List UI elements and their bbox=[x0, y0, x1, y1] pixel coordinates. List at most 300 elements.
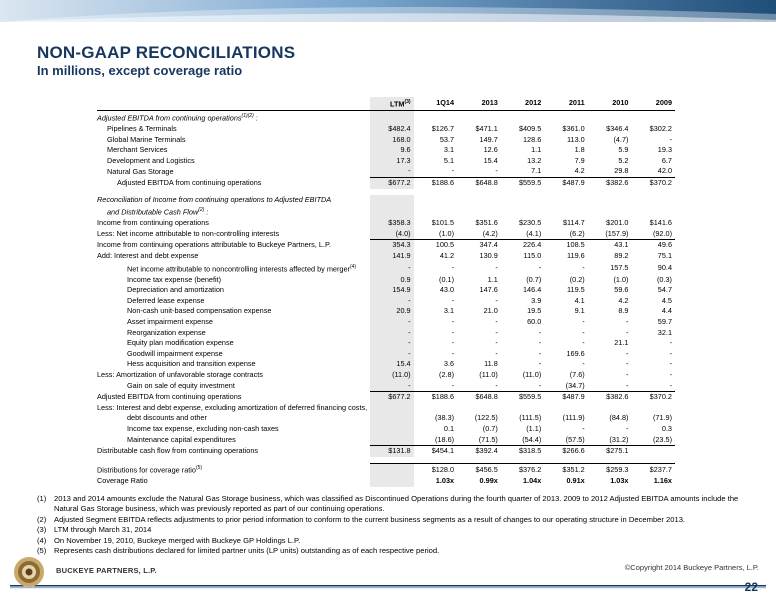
value-cell-2010: $275.1 bbox=[588, 446, 632, 457]
value-cell-2012: 128.6 bbox=[523, 134, 542, 144]
value-cell-2012: - bbox=[538, 262, 542, 272]
value-cell-2013: (4.2) bbox=[482, 228, 498, 238]
value-cell-1q14: 0.1 bbox=[443, 423, 455, 433]
row-label bbox=[97, 306, 370, 317]
value-cell-1q14: $188.6 bbox=[414, 392, 457, 403]
value-cell-2013: $392.4 bbox=[457, 446, 501, 457]
value-cell-2013: (0.7) bbox=[482, 423, 498, 433]
row-label bbox=[97, 166, 370, 177]
table-row bbox=[97, 413, 675, 424]
row-label bbox=[97, 178, 370, 189]
value-cell-2012: - bbox=[538, 338, 542, 348]
row-label-text: Adjusted EBITDA from continuing operations bbox=[97, 113, 242, 123]
value-cell-ltm: 9.6 bbox=[370, 145, 413, 156]
value-cell-2011: 9.1 bbox=[574, 306, 585, 316]
row-label bbox=[97, 251, 370, 262]
value-cell-2012: 146.4 bbox=[523, 285, 542, 295]
row-label-text: Less: Net income attributable to non-controlling interests bbox=[97, 229, 280, 239]
value-cell-2012: $230.5 bbox=[518, 218, 542, 228]
table-row bbox=[97, 275, 675, 286]
table-row bbox=[97, 435, 675, 446]
value-cell-1q14: - bbox=[451, 295, 455, 305]
table-row bbox=[97, 328, 675, 339]
value-cell-1q14: - bbox=[451, 348, 455, 358]
value-cell-2010: 21.1 bbox=[614, 338, 629, 348]
table-row bbox=[97, 317, 675, 328]
table-row bbox=[97, 166, 675, 177]
value-cell-1q14: 3.1 bbox=[443, 145, 455, 155]
value-cell-2010 bbox=[588, 111, 632, 125]
value-cell-2009: 59.7 bbox=[657, 316, 672, 326]
value-cell-2012: (111.5) bbox=[519, 413, 542, 423]
value-cell-2009: 49.6 bbox=[631, 240, 675, 251]
table-header-row bbox=[97, 97, 675, 111]
value-cell-2010: 89.2 bbox=[614, 250, 629, 260]
value-cell-ltm: 0.9 bbox=[370, 275, 413, 286]
footnote-text: On November 19, 2010, Buckeye merged with Buckeye GP Holdings L.P. bbox=[54, 535, 301, 545]
value-cell-2010: - bbox=[626, 380, 629, 390]
footnote-marker: (1)(2) bbox=[241, 113, 254, 120]
value-cell-ltm: (4.0) bbox=[370, 229, 413, 240]
value-cell-ltm: 154.9 bbox=[370, 285, 413, 296]
table-row bbox=[97, 370, 675, 381]
row-label-text: Income from continuing operations bbox=[97, 218, 209, 228]
value-cell-2009 bbox=[631, 403, 675, 414]
row-label bbox=[97, 435, 370, 446]
value-cell-1q14: 5.1 bbox=[443, 155, 455, 165]
table-row bbox=[97, 306, 675, 317]
value-cell-2011: 4.2 bbox=[574, 166, 585, 176]
value-cell-2011: - bbox=[582, 327, 585, 337]
row-label bbox=[97, 463, 370, 476]
value-cell-2013: 1.1 bbox=[487, 274, 498, 284]
value-cell-2010: 29.8 bbox=[614, 166, 629, 176]
value-cell-1q14: (18.6) bbox=[435, 434, 455, 444]
value-cell-2009: (0.3) bbox=[656, 274, 672, 284]
value-cell-1q14: 3.1 bbox=[443, 306, 455, 316]
value-cell-2011: 0.91x bbox=[566, 476, 585, 486]
row-label-text: Maintenance capital expenditures bbox=[127, 434, 236, 444]
column-header-label: 2010 bbox=[612, 98, 629, 108]
value-cell-2011 bbox=[544, 205, 587, 218]
value-cell-ltm bbox=[370, 403, 413, 414]
value-cell-2011: (111.9) bbox=[562, 413, 585, 423]
table-row bbox=[97, 205, 675, 218]
value-cell-2013: 12.6 bbox=[483, 145, 498, 155]
row-label-text: Natural Gas Storage bbox=[107, 166, 174, 176]
value-cell-2010: - bbox=[626, 369, 629, 379]
row-label bbox=[97, 229, 370, 240]
value-cell-2009: 75.1 bbox=[657, 250, 672, 260]
value-cell-2012: (11.0) bbox=[522, 369, 542, 379]
value-cell-2011: (0.2) bbox=[569, 274, 585, 284]
column-header-1q14 bbox=[414, 97, 457, 111]
row-label-text: and Distributable Cash Flow bbox=[107, 207, 199, 217]
value-cell-2010 bbox=[588, 195, 632, 206]
value-cell-2011: (6.2) bbox=[569, 228, 585, 238]
row-label bbox=[97, 205, 370, 218]
row-label bbox=[97, 124, 370, 135]
value-cell-2012: 60.0 bbox=[527, 316, 542, 326]
value-cell-2011: $487.9 bbox=[544, 178, 587, 189]
value-cell-2009: 4.4 bbox=[661, 306, 672, 316]
row-label-text: Gain on sale of equity investment bbox=[127, 380, 235, 390]
value-cell-2011: - bbox=[582, 316, 585, 326]
value-cell-2009: (23.5) bbox=[652, 434, 672, 444]
row-label bbox=[97, 413, 370, 424]
value-cell-2012: 3.9 bbox=[531, 295, 542, 305]
table-row bbox=[97, 296, 675, 307]
value-cell-1q14: (38.3) bbox=[435, 413, 455, 423]
value-cell-2009: $237.7 bbox=[631, 463, 675, 476]
value-cell-2012: (0.7) bbox=[526, 274, 542, 284]
value-cell-2010: $382.6 bbox=[588, 392, 632, 403]
value-cell-2013: - bbox=[495, 338, 498, 348]
value-cell-2013: - bbox=[495, 316, 498, 326]
value-cell-2011: $351.2 bbox=[544, 463, 587, 476]
value-cell-2010: 4.2 bbox=[618, 295, 629, 305]
row-label-text: Depreciation and amortization bbox=[127, 285, 224, 295]
value-cell-2012: - bbox=[538, 327, 542, 337]
footnote bbox=[37, 536, 747, 546]
column-header-2011 bbox=[544, 97, 587, 111]
value-cell-2013: - bbox=[495, 380, 498, 390]
column-header-2010 bbox=[588, 97, 632, 111]
page-title: NON-GAAP RECONCILIATIONS bbox=[37, 43, 296, 62]
value-cell-2013: $648.8 bbox=[457, 178, 501, 189]
value-cell-2011: - bbox=[582, 262, 585, 272]
value-cell-ltm bbox=[370, 463, 413, 476]
column-header-ltm bbox=[370, 97, 413, 111]
value-cell-ltm bbox=[370, 195, 413, 206]
value-cell-ltm: 15.4 bbox=[370, 359, 413, 370]
value-cell-2010 bbox=[588, 403, 632, 414]
value-cell-2011: - bbox=[582, 423, 585, 433]
row-label-text: Income tax expense, excluding non-cash taxes bbox=[127, 423, 279, 433]
row-label bbox=[97, 359, 370, 370]
row-label bbox=[97, 328, 370, 339]
value-cell-ltm: - bbox=[370, 166, 413, 177]
table-row bbox=[97, 446, 675, 457]
value-cell-2010: - bbox=[626, 348, 629, 358]
value-cell-2011: 4.1 bbox=[574, 295, 585, 305]
value-cell-2009: 0.3 bbox=[661, 423, 672, 433]
table-row bbox=[97, 392, 675, 403]
row-label-text: Adjusted EBITDA from continuing operations bbox=[117, 177, 262, 187]
value-cell-2011: 1.8 bbox=[574, 145, 585, 155]
row-label-suffix: : bbox=[253, 113, 258, 123]
value-cell-2012: $559.5 bbox=[501, 392, 544, 403]
row-label-text: Distributions for coverage ratio bbox=[97, 465, 196, 475]
value-cell-2009: - bbox=[669, 348, 672, 358]
value-cell-2012 bbox=[501, 403, 544, 414]
value-cell-2010: $382.6 bbox=[588, 178, 632, 189]
value-cell-2010: (4.7) bbox=[613, 134, 629, 144]
value-cell-2010: 1.03x bbox=[610, 476, 629, 486]
value-cell-2011: (57.5) bbox=[565, 434, 585, 444]
value-cell-2010 bbox=[588, 205, 632, 218]
value-cell-ltm bbox=[370, 435, 413, 446]
row-label-text: Income tax expense (benefit) bbox=[127, 274, 222, 284]
table-row bbox=[97, 218, 675, 229]
column-header-label: 2012 bbox=[525, 98, 542, 108]
value-cell-1q14: $128.0 bbox=[414, 463, 457, 476]
value-cell-2009: $141.6 bbox=[649, 218, 672, 228]
value-cell-ltm bbox=[370, 413, 413, 424]
value-cell-2009 bbox=[631, 111, 675, 125]
value-cell-2013: (122.5) bbox=[474, 413, 498, 423]
value-cell-2009: - bbox=[669, 134, 672, 144]
value-cell-2011: 108.5 bbox=[544, 240, 587, 251]
row-label-text: Add: Interest and debt expense bbox=[97, 250, 199, 260]
table-row bbox=[97, 145, 675, 156]
column-header-label: 2013 bbox=[481, 98, 498, 108]
value-cell-2010: - bbox=[626, 327, 629, 337]
value-cell-ltm: - bbox=[370, 381, 413, 392]
value-cell-2013 bbox=[457, 195, 501, 206]
value-cell-2010: (31.2) bbox=[609, 434, 629, 444]
row-label bbox=[97, 349, 370, 360]
value-cell-2009 bbox=[631, 446, 675, 457]
row-label bbox=[97, 392, 370, 403]
value-cell-2012: 7.1 bbox=[531, 166, 542, 176]
footnote-marker: (2) bbox=[198, 207, 205, 214]
value-cell-2012: - bbox=[538, 359, 542, 369]
value-cell-1q14: 41.2 bbox=[439, 250, 455, 260]
value-cell-2010: 157.5 bbox=[610, 262, 629, 272]
footnote-number: (5) bbox=[37, 546, 47, 556]
value-cell-2009: - bbox=[669, 359, 672, 369]
row-label-text: Equity plan modification expense bbox=[127, 338, 234, 348]
row-label bbox=[97, 275, 370, 286]
value-cell-2011 bbox=[544, 111, 587, 125]
value-cell-2013: (11.0) bbox=[479, 369, 498, 379]
row-label bbox=[97, 370, 370, 381]
table-row bbox=[97, 349, 675, 360]
value-cell-2013: - bbox=[495, 295, 498, 305]
row-label bbox=[97, 476, 370, 487]
value-cell-2009: 6.7 bbox=[661, 155, 672, 165]
row-label-text: Reorganization expense bbox=[127, 327, 206, 337]
value-cell-ltm: 141.9 bbox=[370, 251, 413, 262]
value-cell-1q14: - bbox=[451, 316, 455, 326]
value-cell-1q14: - bbox=[451, 166, 455, 176]
value-cell-1q14: (2.8) bbox=[439, 369, 455, 379]
value-cell-1q14 bbox=[414, 403, 457, 414]
value-cell-2012: $409.5 bbox=[518, 124, 542, 134]
row-label bbox=[97, 135, 370, 146]
value-cell-ltm: - bbox=[370, 262, 413, 275]
value-cell-2011: 119.6 bbox=[567, 250, 585, 260]
row-label bbox=[97, 446, 370, 457]
value-cell-2009: (71.9) bbox=[652, 413, 672, 423]
value-cell-2010: 5.2 bbox=[618, 155, 629, 165]
value-cell-ltm: $677.2 bbox=[370, 178, 413, 189]
value-cell-1q14: - bbox=[451, 338, 455, 348]
footnote bbox=[37, 525, 747, 535]
table-row bbox=[97, 178, 675, 189]
value-cell-ltm: $482.4 bbox=[370, 124, 413, 135]
table-row bbox=[97, 359, 675, 370]
column-header-2012 bbox=[501, 97, 544, 111]
value-cell-ltm: $358.3 bbox=[370, 218, 413, 229]
value-cell-2011 bbox=[544, 403, 587, 414]
value-cell-ltm: - bbox=[370, 338, 413, 349]
value-cell-2009: $302.2 bbox=[649, 124, 672, 134]
row-label-text: Deferred lease expense bbox=[127, 295, 205, 305]
row-label-text: Net income attributable to noncontrolling interests affected by merger bbox=[127, 264, 350, 273]
row-label-text: debt discounts and other bbox=[127, 413, 207, 423]
value-cell-2013: $648.8 bbox=[457, 392, 501, 403]
value-cell-2010: (1.0) bbox=[613, 274, 629, 284]
table-row bbox=[97, 285, 675, 296]
value-cell-ltm: - bbox=[370, 349, 413, 360]
row-label-text: Goodwill impairment expense bbox=[127, 348, 223, 358]
column-header-label: 1Q14 bbox=[436, 98, 455, 108]
value-cell-2013: 149.7 bbox=[479, 134, 498, 144]
value-cell-1q14: 53.7 bbox=[439, 134, 455, 144]
value-cell-2012: 1.1 bbox=[531, 145, 542, 155]
value-cell-ltm: 20.9 bbox=[370, 306, 413, 317]
footnote-text: Represents cash distributions declared for limited partner units (LP units) outstanding as of each respective period. bbox=[54, 546, 440, 556]
value-cell-2010: - bbox=[626, 359, 629, 369]
value-cell-1q14: - bbox=[451, 380, 455, 390]
value-cell-2013: 130.9 bbox=[479, 250, 498, 260]
table-row bbox=[97, 240, 675, 251]
footer-divider bbox=[10, 576, 766, 580]
footnote-marker: (4) bbox=[349, 263, 357, 270]
row-label bbox=[97, 424, 370, 435]
value-cell-ltm bbox=[370, 205, 413, 218]
footnote-text: 2013 and 2014 amounts exclude the Natural Gas Storage business, which was classified as Discontinued Operations during the fourth quarter of 2013. 2009 to 2012 Adjusted EBITDA amounts include the Natural Gas Storage business, which was previously reported as part of our continuing operations. bbox=[54, 494, 739, 514]
value-cell-2012 bbox=[501, 195, 544, 206]
company-logo bbox=[12, 555, 56, 589]
row-label-text: Less: Interest and debt expense, excluding amortization of deferred financing costs, bbox=[97, 402, 368, 412]
value-cell-2010: $201.0 bbox=[606, 218, 629, 228]
row-label-text: Less: Amortization of unfavorable storage contracts bbox=[97, 369, 263, 379]
column-header-label: 2009 bbox=[655, 98, 672, 108]
value-cell-2009: 19.3 bbox=[657, 145, 672, 155]
row-label bbox=[97, 240, 370, 251]
value-cell-2012 bbox=[501, 111, 544, 125]
value-cell-1q14 bbox=[414, 111, 457, 125]
row-label bbox=[97, 338, 370, 349]
value-cell-2013: 147.6 bbox=[479, 285, 498, 295]
value-cell-ltm: $131.8 bbox=[370, 446, 413, 457]
value-cell-2012: 13.2 bbox=[527, 155, 542, 165]
value-cell-2009: 4.5 bbox=[661, 295, 672, 305]
row-label-text: Distributable cash flow from continuing operations bbox=[97, 445, 259, 455]
page-subtitle: In millions, except coverage ratio bbox=[37, 63, 243, 78]
row-label-text: Adjusted EBITDA from continuing operations bbox=[97, 391, 242, 401]
value-cell-2013: 15.4 bbox=[483, 155, 498, 165]
row-label-text: Asset impairment expense bbox=[127, 316, 213, 326]
table-row bbox=[97, 338, 675, 349]
row-label bbox=[97, 381, 370, 392]
table-row bbox=[97, 262, 675, 275]
table-row bbox=[97, 381, 675, 392]
value-cell-ltm: (11.0) bbox=[370, 370, 413, 381]
value-cell-2012: $376.2 bbox=[501, 463, 544, 476]
value-cell-ltm: - bbox=[370, 317, 413, 328]
value-cell-2013: - bbox=[495, 327, 498, 337]
row-label bbox=[97, 403, 370, 414]
table-row bbox=[97, 251, 675, 262]
value-cell-1q14: 3.6 bbox=[443, 359, 455, 369]
value-cell-1q14 bbox=[414, 195, 457, 206]
footnote-number: (2) bbox=[37, 514, 47, 524]
value-cell-2010: $259.3 bbox=[588, 463, 632, 476]
value-cell-2009: 42.0 bbox=[657, 166, 672, 176]
footnote-text: LTM through March 31, 2014 bbox=[54, 525, 152, 535]
value-cell-2013: - bbox=[495, 262, 498, 272]
footnote-number: (4) bbox=[37, 535, 47, 545]
value-cell-2011: (7.6) bbox=[569, 369, 585, 379]
value-cell-2012: 115.0 bbox=[523, 250, 542, 260]
value-cell-2010: 59.6 bbox=[614, 285, 629, 295]
table-row bbox=[97, 124, 675, 135]
value-cell-ltm: - bbox=[370, 296, 413, 307]
footnote bbox=[37, 494, 747, 515]
value-cell-1q14: 100.5 bbox=[414, 240, 457, 251]
footnote bbox=[37, 546, 747, 556]
value-cell-2011: $114.7 bbox=[562, 218, 585, 228]
column-header-label: 2011 bbox=[568, 98, 585, 108]
table-row bbox=[97, 111, 675, 125]
row-label-text: Merchant Services bbox=[107, 145, 168, 155]
value-cell-2010: - bbox=[626, 316, 629, 326]
row-label-text: Income from continuing operations attributable to Buckeye Partners, L.P. bbox=[97, 240, 331, 250]
value-cell-2013: 21.0 bbox=[483, 306, 498, 316]
row-label bbox=[97, 296, 370, 307]
row-label bbox=[97, 317, 370, 328]
value-cell-2013: (71.5) bbox=[478, 434, 498, 444]
value-cell-2010: 5.9 bbox=[618, 145, 629, 155]
value-cell-2011: - bbox=[582, 359, 585, 369]
value-cell-1q14: - bbox=[451, 327, 455, 337]
value-cell-2012: (4.1) bbox=[526, 228, 542, 238]
row-label-text: Hess acquisition and transition expense bbox=[127, 359, 256, 369]
value-cell-2012: $559.5 bbox=[501, 178, 544, 189]
value-cell-2011: 113.0 bbox=[567, 134, 585, 144]
row-label-text: Global Marine Terminals bbox=[107, 134, 186, 144]
value-cell-2009: 90.4 bbox=[657, 262, 672, 272]
value-cell-2011: $361.0 bbox=[562, 124, 585, 134]
value-cell-2012: $318.5 bbox=[501, 446, 544, 457]
column-header-2009 bbox=[631, 97, 675, 111]
value-cell-2009: 32.1 bbox=[657, 327, 672, 337]
value-cell-2010: (157.9) bbox=[605, 228, 629, 238]
value-cell-2009: 54.7 bbox=[657, 285, 672, 295]
footnote-number: (1) bbox=[37, 494, 47, 503]
value-cell-2011: 119.5 bbox=[567, 285, 585, 295]
value-cell-ltm bbox=[370, 111, 413, 125]
value-cell-2013: 0.99x bbox=[479, 476, 498, 486]
value-cell-ltm bbox=[370, 424, 413, 435]
column-header-2013 bbox=[457, 97, 501, 111]
value-cell-1q14: $126.7 bbox=[431, 124, 455, 134]
value-cell-1q14: 43.0 bbox=[439, 285, 455, 295]
footnote bbox=[37, 515, 747, 525]
value-cell-ltm: - bbox=[370, 328, 413, 339]
value-cell-1q14: $101.5 bbox=[431, 218, 455, 228]
copyright-text: ©Copyright 2014 Buckeye Partners, L.P. bbox=[624, 563, 759, 572]
value-cell-2013: $471.1 bbox=[475, 124, 498, 134]
value-cell-2012: 226.4 bbox=[501, 240, 544, 251]
value-cell-ltm: $677.2 bbox=[370, 392, 413, 403]
row-label bbox=[97, 195, 370, 206]
value-cell-2009 bbox=[631, 195, 675, 206]
